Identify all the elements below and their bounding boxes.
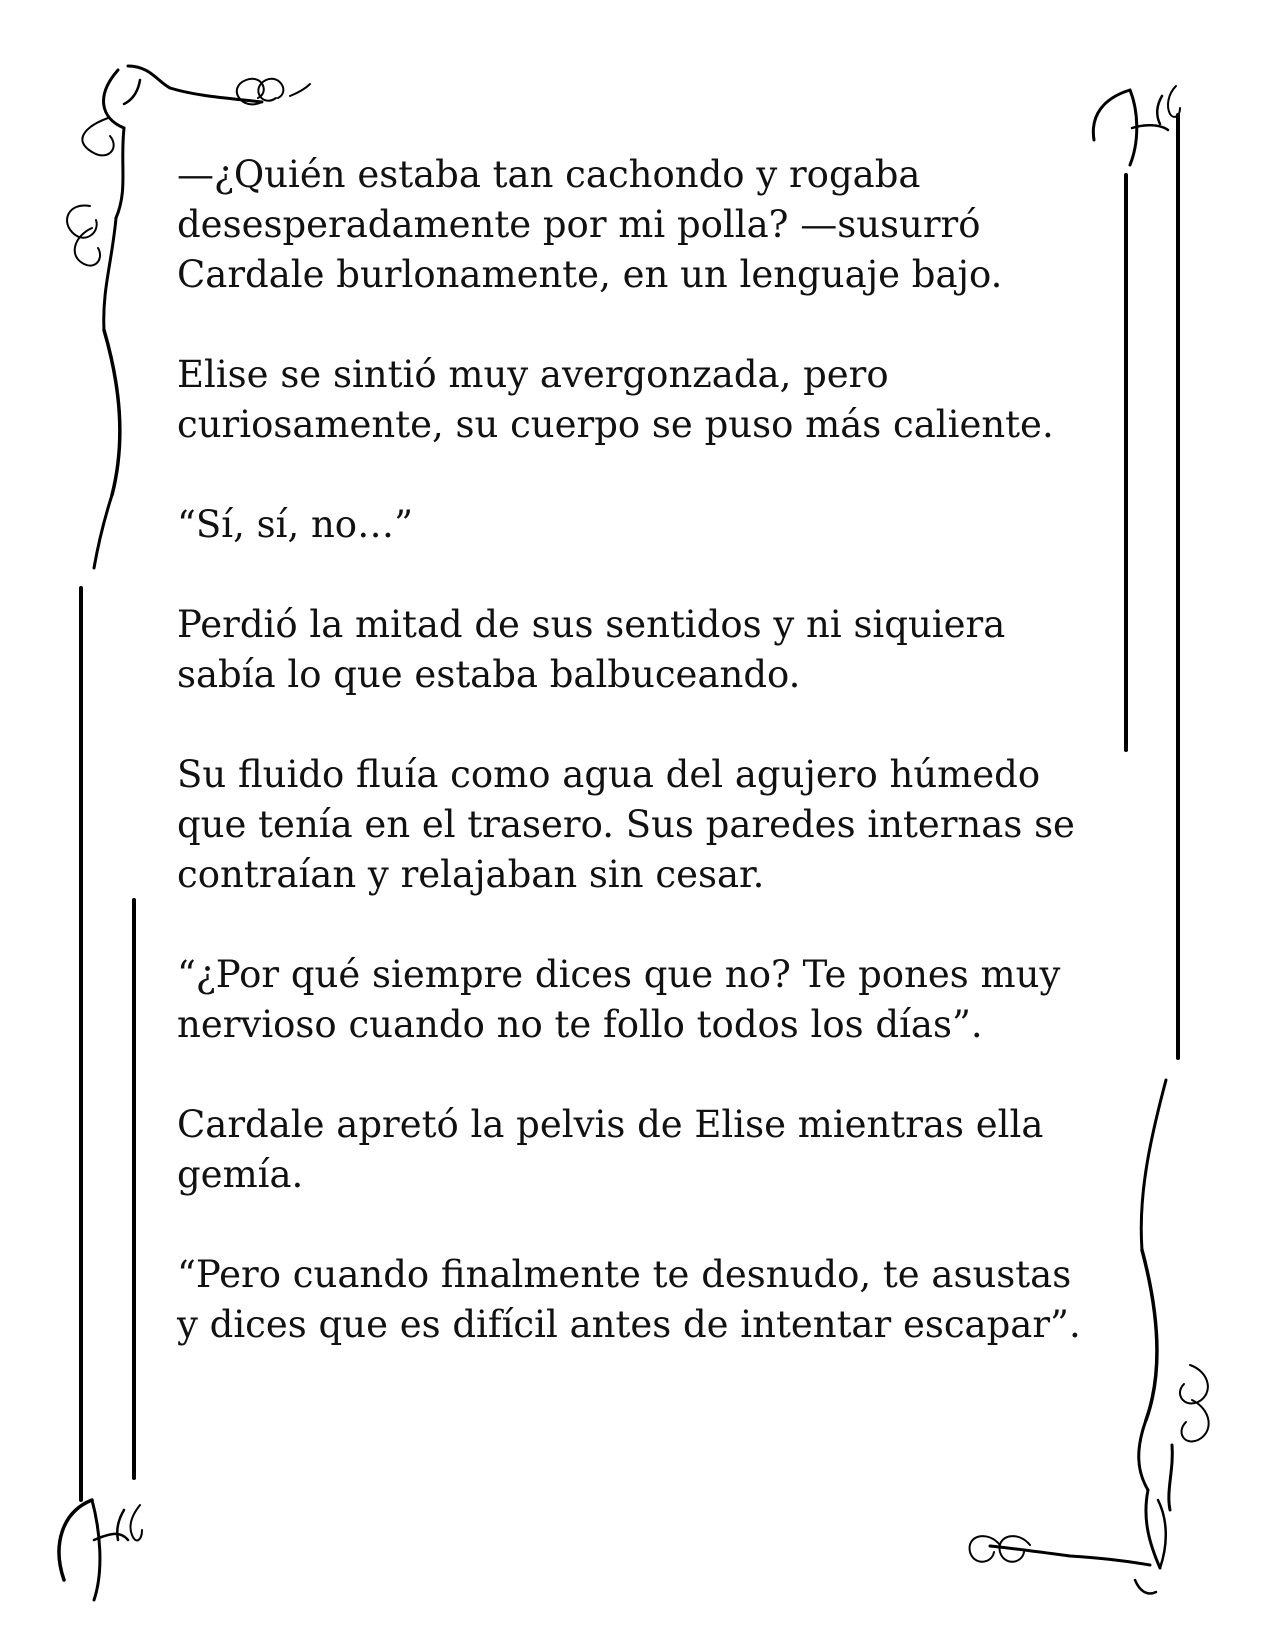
paragraph-elise-embarrassed: Elise se sintió muy avergonzada, pero curiosamente, su cuerpo se puso más caliente. bbox=[177, 353, 1054, 446]
paragraph-fluid-description: Su fluido fluía como agua del agujero húmedo que tenía en el trasero. Sus paredes internas se contraían y relajaban sin cesar. bbox=[177, 753, 1075, 896]
paragraph-lost-senses: Perdió la mitad de sus sentidos y ni siquiera sabía lo que estaba balbuceando. bbox=[177, 603, 1006, 696]
paragraph-dialogue-cardale-taunt: —¿Quién estaba tan cachondo y rogaba desesperadamente por mi polla? —susurró Cardale burlonamente, en un lenguaje bajo. bbox=[177, 153, 1003, 296]
bottom-left-flourish-ornament bbox=[59, 1500, 142, 1600]
story-text-block bbox=[177, 150, 1117, 1400]
paragraph-dialogue-why-no: “¿Por qué siempre dices que no? Te pones muy nervioso cuando no te follo todos los días”. bbox=[177, 953, 1061, 1046]
paragraph-dialogue-si-si-no: “Sí, sí, no…” bbox=[177, 503, 413, 546]
paragraph-dialogue-undress: “Pero cuando finalmente te desnudo, te asustas y dices que es difícil antes de intentar escapar”. bbox=[177, 1253, 1081, 1346]
paragraph-cardale-presses: Cardale apretó la pelvis de Elise mientras ella gemía. bbox=[177, 1103, 1044, 1196]
